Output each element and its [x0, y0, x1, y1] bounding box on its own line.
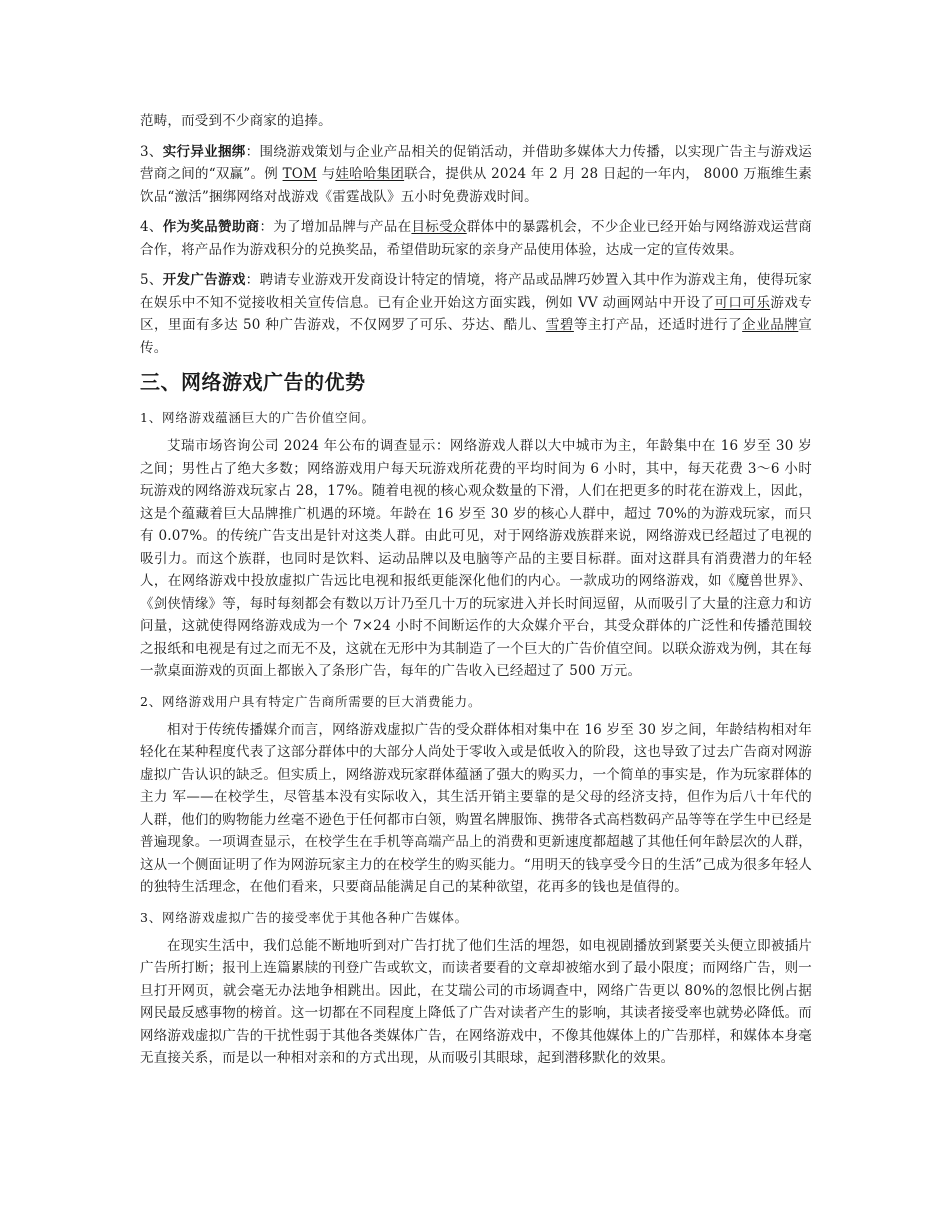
paragraph-3: 在现实生活中，我们总能不断地听到对广告打扰了他们生活的埋怨，如电视剧播放到紧要关头便立即被插片广告所打断；报刊上连篇累牍的刊登广告或软文，而读者要看的文章却被缩水到了最小限度；而网络广告，则一旦打开网页，就会毫无办法地争相跳出。因此，在艾瑞公司的市场调查中，网络广告更以 80%的忽恨比例占据网民最反感事物的榜首。这一切都在不同程度上降低了广告对读者产生的影响，其读者接受率也就势必降低。而网络游戏虚拟广告的干扰性弱于其他各类媒体广告，在网络游戏中，不像其他媒体上的广告那样，和媒体本身毫无直接关系，而是以一种相对亲和的方式出现，从而吸引其眼球，起到潜移默化的效果。 [140, 937, 812, 1066]
item-number: 4、 [140, 219, 163, 235]
document-page [140, 110, 812, 1070]
link-coca-cola[interactable]: 可口可乐 [714, 294, 771, 311]
item-text: 宣传。 [140, 317, 812, 356]
item-title: 开发广告游戏 [162, 272, 246, 288]
paragraph-2: 相对于传统传播媒介而言，网络游戏虚拟广告的受众群体相对集中在 16 岁至 30 岁之间，年龄结构相对年轻化在某种程度代表了这部分群体中的大部分人尚处于零收入或是低收入的阶段，这也导致了过去广告商对网游虚拟广告认识的缺乏。但实质上，网络游戏玩家群体蕴涵了强大的购买力，一个简单的事实是，作为玩家群体的主力 军——在校学生，尽管基本没有实际收入，其生活开销主要靠的是父母的经济支持，但作为后八十年代的人群，他们的购物能力丝毫不逊色于任何都市白领，购置名牌服饰、携带各式高档数码产品等等在学生中已经是普遍现象。一项调查显示，在校学生在手机等高端产品上的消费和更新速度都超越了其他任何年龄层次的人群，这从一个侧面证明了作为网游玩家主力的在校学生的购买能力。“用明天的钱享受今日的生活”己成为很多年轻人的独特生活理念，在他们看来，只要商品能满足自己的某种欲望，花再多的钱也是值得的。 [140, 721, 812, 895]
item-text: 群体中的暴露机会，不少企业已经开始与网络游戏运营商合作，将产品作为游戏积分的兑换奖品，希望借助玩家的亲身产品使用体验，达成一定的宣传效果。 [140, 219, 812, 258]
link-corporate-brand[interactable]: 企业品牌 [742, 317, 799, 333]
item-title: 作为奖品赞助商 [162, 219, 260, 235]
link-wahaha[interactable]: 娃哈哈集团 [335, 166, 405, 182]
item-text: 等主打产品，还适时进行了 [573, 317, 743, 333]
list-item-3 [140, 141, 812, 209]
subheading-1: 1、网络游戏蕴涵巨大的广告价值空间。 [140, 410, 375, 425]
paragraph-1: 艾瑞市场咨询公司 2024 年公布的调查显示：网络游戏人群以大中城市为主，年龄集中在 16 岁至 30 岁之间；男性占了绝大多数；网络游戏用户每天玩游戏所花费的平均时间为 6 小时，其中，每天花费 3～6 小时玩游戏的网络游戏玩家占 28，17%。随着电视的核心观众数量的下滑，人们在把更多的时花在游戏上，因此，这是个蕴藏着巨大品牌推广机遇的环境。年龄在 16 岁至 30 岁的核心人群中，超过 70%的为游戏玩家，而只有 0.07%。的传统广告支出是针对这类人群。由此可见，对于网络游戏族群来说，网络游戏已经超过了电视的吸引力。而这个族群，也同时是饮料、运动品牌以及电脑等产品的主要目标群。面对这群具有消费潜力的年轻人，在网络游戏中投放虚拟广告远比电视和报纸更能深化他们的内心。一款成功的网络游戏，如《魔兽世界》、《剑侠情缘》等，每时每刻都会有数以万计乃至几十万的玩家进入并长时间逗留，从而吸引了大量的注意力和访问量，这就使得网络游戏成为一个 7×24 小时不间断运作的大众媒介平台，其受众群体的广泛性和传播范围较之报纸和电视是有过之而无不及，这就在无形中为其制造了一个巨大的广告价值空间。以联众游戏为例，其在每一款桌面游戏的页面上都嵌入了条形广告，每年的广告收入已经超过了 500 万元。 [140, 438, 812, 679]
item-text: 联合，提供从 2024 年 2 月 28 日起的一年内， 8000 万瓶维生素饮品“激活”捆绑网络对战游戏《雷霆战队》五小时免费游戏时间。 [140, 166, 812, 205]
subheading-2: 2、网络游戏用户具有特定广告商所需要的巨大消费能力。 [140, 693, 482, 709]
item-text: ：聘请专业游戏开发商设计特定的情境，将产品或品牌巧妙置入其中作为游戏主角，使得玩家在娱乐中不知不觉接收相关宣传信息。已有企业开始这方面实践，例如 VV 动画网站中开设了 [140, 272, 813, 311]
item-text: 与 [317, 166, 336, 182]
subheading-3: 3、网络游戏虚拟广告的接受率优于其他各种广告媒体。 [140, 909, 468, 925]
list-item-4 [140, 216, 812, 261]
link-sprite[interactable]: 雪碧 [545, 317, 574, 333]
item-title: 实行异业捆绑 [162, 143, 246, 160]
continued-paragraph: 范畴，而受到不少商家的追捧。 [140, 113, 332, 129]
item-text: ：围绕游戏策划与企业产品相关的促销活动，并借助多媒体大力传播，以实现广告主与游戏运营商之间的“双赢”。例 [140, 143, 813, 182]
link-tom[interactable]: TOM [282, 166, 318, 182]
section-heading: 三、网络游戏广告的优势 [140, 370, 366, 394]
item-text: 游戏专区，里面有多达 50 种广告游戏，不仅网罗了可乐、芬达、酷儿、 [140, 294, 812, 333]
link-target-audience[interactable]: 目标受众 [411, 219, 467, 235]
item-number: 3、 [140, 143, 163, 160]
item-text: ：为了增加品牌与产品在 [259, 219, 412, 235]
list-item-5 [140, 269, 812, 359]
item-number: 5、 [140, 272, 163, 288]
